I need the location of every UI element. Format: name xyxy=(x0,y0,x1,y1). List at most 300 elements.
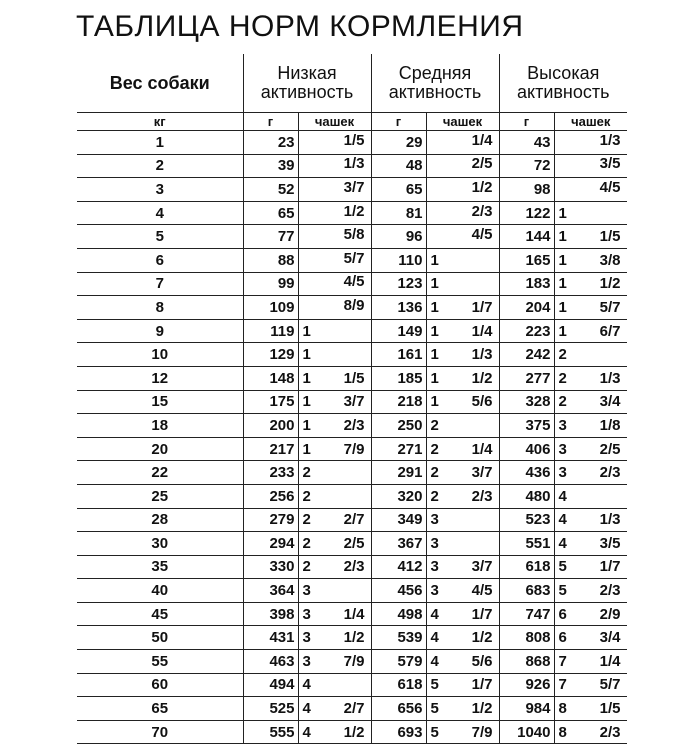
mid-cups-fraction: 1/7 xyxy=(471,676,493,694)
mid-cups-cell xyxy=(426,131,499,155)
high-cups-whole: 1 xyxy=(558,204,567,222)
low-cups-cell xyxy=(298,225,371,249)
high-cups-cell xyxy=(554,508,627,532)
weight-kg-cell: 65 xyxy=(77,697,243,721)
feeding-table xyxy=(77,54,627,744)
table-row xyxy=(77,366,627,390)
weight-kg-cell: 7 xyxy=(77,272,243,296)
high-cups-cell xyxy=(554,414,627,438)
weight-kg-cell: 4 xyxy=(77,201,243,225)
weight-kg-cell: 1 xyxy=(77,131,243,155)
low-cups-value xyxy=(303,629,365,646)
low-cups-cell xyxy=(298,602,371,626)
mid-cups-value xyxy=(431,511,493,528)
high-cups-cell xyxy=(554,272,627,296)
mid-cups-cell xyxy=(426,508,499,532)
low-cups-value xyxy=(303,370,365,387)
high-activity-line2: активность xyxy=(516,82,610,102)
mid-cups-fraction: 4/5 xyxy=(471,582,493,600)
mid-cups-whole: 1 xyxy=(430,275,439,293)
mid-cups-whole: 1 xyxy=(430,393,439,411)
low-cups-fraction: 1/2 xyxy=(343,202,365,220)
mid-cups-value xyxy=(431,606,493,623)
low-cups-fraction: 7/9 xyxy=(343,440,365,458)
high-cups-value xyxy=(559,441,621,458)
weight-kg-cell: 5 xyxy=(77,225,243,249)
mid-activity-line1: Средняя xyxy=(398,63,472,83)
high-cups-value xyxy=(559,155,621,172)
weight-kg-cell: 22 xyxy=(77,461,243,485)
high-cups-fraction: 1/3 xyxy=(599,369,621,387)
mid-cups-whole: 3 xyxy=(430,582,439,600)
high-cups-cell xyxy=(554,296,627,320)
weight-kg-cell: 10 xyxy=(77,343,243,367)
high-cups-value xyxy=(559,323,621,340)
low-cups-fraction: 5/7 xyxy=(343,249,365,267)
mid-grams-cell: 110 xyxy=(371,248,426,272)
mid-cups-value xyxy=(431,275,493,292)
low-cups-value xyxy=(303,273,365,290)
mid-grams-cell: 149 xyxy=(371,319,426,343)
mid-cups-value xyxy=(431,179,493,196)
table-row xyxy=(77,650,627,674)
low-grams-cell: 119 xyxy=(243,319,298,343)
high-cups-cell xyxy=(554,154,627,178)
mid-activity-line2: активность xyxy=(388,82,482,102)
low-cups-value xyxy=(303,724,365,741)
table-row xyxy=(77,248,627,272)
high-grams-cell: 1040 xyxy=(499,720,554,744)
low-cups-cell xyxy=(298,437,371,461)
high-cups-value xyxy=(559,299,621,316)
low-cups-cell xyxy=(298,272,371,296)
high-cups-whole: 6 xyxy=(558,605,567,623)
low-cups-cell xyxy=(298,390,371,414)
mid-cups-cell xyxy=(426,366,499,390)
high-cups-cell xyxy=(554,366,627,390)
mid-cups-cell xyxy=(426,437,499,461)
table-row xyxy=(77,390,627,414)
mid-cups-cell xyxy=(426,720,499,744)
high-cups-cell xyxy=(554,602,627,626)
mid-cups-fraction: 2/5 xyxy=(471,155,493,173)
low-grams-cell: 65 xyxy=(243,201,298,225)
high-activity-header xyxy=(499,54,627,113)
high-cups-cell xyxy=(554,343,627,367)
low-grams-cell: 431 xyxy=(243,626,298,650)
weight-kg-cell: 55 xyxy=(77,650,243,674)
weight-kg-cell: 35 xyxy=(77,555,243,579)
low-grams-cell: 525 xyxy=(243,697,298,721)
low-cups-cell xyxy=(298,461,371,485)
high-grams-cell: 868 xyxy=(499,650,554,674)
mid-grams-cell: 48 xyxy=(371,154,426,178)
table-row xyxy=(77,626,627,650)
mid-cups-whole: 1 xyxy=(430,298,439,316)
low-cups-cell xyxy=(298,296,371,320)
low-cups-value xyxy=(303,250,365,267)
high-cups-whole: 2 xyxy=(558,393,567,411)
high-cups-value xyxy=(559,653,621,670)
high-cups-value xyxy=(559,676,621,693)
high-cups-fraction: 1/7 xyxy=(599,558,621,576)
low-cups-cell xyxy=(298,201,371,225)
table-row xyxy=(77,343,627,367)
low-grams-cell: 200 xyxy=(243,414,298,438)
low-cups-whole: 3 xyxy=(302,605,311,623)
low-cups-cell xyxy=(298,579,371,603)
high-cups-value xyxy=(559,724,621,741)
low-grams-cell: 494 xyxy=(243,673,298,697)
mid-cups-fraction: 1/7 xyxy=(471,605,493,623)
weight-kg-cell: 12 xyxy=(77,366,243,390)
high-grams-cell: 122 xyxy=(499,201,554,225)
mid-cups-whole xyxy=(431,155,449,172)
table-row xyxy=(77,437,627,461)
mid-grams-cell: 81 xyxy=(371,201,426,225)
unit-cups-low: чашек xyxy=(298,113,371,131)
weight-kg-cell: 20 xyxy=(77,437,243,461)
mid-cups-value xyxy=(431,370,493,387)
low-cups-fraction: 1/4 xyxy=(343,605,365,623)
high-cups-whole: 3 xyxy=(558,416,567,434)
low-grams-cell: 39 xyxy=(243,154,298,178)
low-grams-cell: 52 xyxy=(243,178,298,202)
unit-cups-mid: чашек xyxy=(426,113,499,131)
mid-cups-fraction: 1/2 xyxy=(471,700,493,718)
high-grams-cell: 683 xyxy=(499,579,554,603)
mid-cups-value xyxy=(431,393,493,410)
mid-cups-fraction: 7/9 xyxy=(471,723,493,741)
low-cups-whole: 1 xyxy=(302,440,311,458)
low-grams-cell: 398 xyxy=(243,602,298,626)
high-grams-cell: 165 xyxy=(499,248,554,272)
low-cups-value xyxy=(303,606,365,623)
low-grams-cell: 129 xyxy=(243,343,298,367)
mid-cups-value xyxy=(431,252,493,269)
high-grams-cell: 72 xyxy=(499,154,554,178)
high-grams-cell: 480 xyxy=(499,484,554,508)
table-row xyxy=(77,673,627,697)
mid-cups-cell xyxy=(426,201,499,225)
low-cups-whole: 2 xyxy=(302,558,311,576)
mid-cups-value xyxy=(431,323,493,340)
high-cups-value xyxy=(559,464,621,481)
high-cups-cell xyxy=(554,178,627,202)
low-cups-whole xyxy=(303,250,321,267)
unit-cups-high: чашек xyxy=(554,113,627,131)
low-activity-header xyxy=(243,54,371,113)
mid-grams-cell: 656 xyxy=(371,697,426,721)
mid-grams-cell: 349 xyxy=(371,508,426,532)
low-cups-whole xyxy=(303,273,321,290)
high-cups-value xyxy=(559,346,621,363)
table-row xyxy=(77,131,627,155)
low-cups-fraction: 7/9 xyxy=(343,652,365,670)
high-cups-whole: 7 xyxy=(558,676,567,694)
table-row xyxy=(77,697,627,721)
mid-cups-whole: 5 xyxy=(430,700,439,718)
low-cups-whole: 4 xyxy=(302,676,311,694)
high-grams-cell: 328 xyxy=(499,390,554,414)
high-grams-cell: 375 xyxy=(499,414,554,438)
high-grams-cell: 436 xyxy=(499,461,554,485)
mid-grams-cell: 693 xyxy=(371,720,426,744)
mid-cups-whole: 5 xyxy=(430,723,439,741)
low-cups-fraction: 1/2 xyxy=(343,723,365,741)
mid-cups-cell xyxy=(426,602,499,626)
low-grams-cell: 23 xyxy=(243,131,298,155)
low-cups-cell xyxy=(298,131,371,155)
high-cups-whole: 2 xyxy=(558,369,567,387)
mid-cups-whole xyxy=(431,132,449,149)
low-cups-whole: 2 xyxy=(302,487,311,505)
weight-kg-cell: 2 xyxy=(77,154,243,178)
low-grams-cell: 77 xyxy=(243,225,298,249)
high-grams-cell: 183 xyxy=(499,272,554,296)
low-cups-value xyxy=(303,582,365,599)
high-cups-cell xyxy=(554,650,627,674)
low-grams-cell: 463 xyxy=(243,650,298,674)
low-grams-cell: 364 xyxy=(243,579,298,603)
mid-cups-whole: 5 xyxy=(430,676,439,694)
mid-cups-cell xyxy=(426,272,499,296)
high-cups-value xyxy=(559,370,621,387)
mid-cups-cell xyxy=(426,626,499,650)
high-cups-value xyxy=(559,629,621,646)
high-grams-cell: 984 xyxy=(499,697,554,721)
low-cups-value xyxy=(303,535,365,552)
high-cups-value xyxy=(559,700,621,717)
mid-grams-cell: 65 xyxy=(371,178,426,202)
mid-cups-value xyxy=(431,582,493,599)
low-grams-cell: 256 xyxy=(243,484,298,508)
mid-grams-cell: 367 xyxy=(371,532,426,556)
low-grams-cell: 99 xyxy=(243,272,298,296)
high-cups-fraction: 5/7 xyxy=(599,676,621,694)
low-cups-value xyxy=(303,558,365,575)
mid-cups-fraction xyxy=(449,535,493,552)
low-cups-value xyxy=(303,226,365,243)
mid-cups-cell xyxy=(426,673,499,697)
low-cups-cell xyxy=(298,650,371,674)
weight-kg-cell: 40 xyxy=(77,579,243,603)
feeding-table-body xyxy=(77,54,627,744)
high-cups-fraction: 1/5 xyxy=(599,228,621,246)
mid-cups-value xyxy=(431,676,493,693)
high-cups-fraction: 2/3 xyxy=(599,582,621,600)
low-cups-whole xyxy=(303,132,321,149)
low-cups-cell xyxy=(298,673,371,697)
mid-cups-fraction: 5/6 xyxy=(471,652,493,670)
mid-cups-whole: 1 xyxy=(430,369,439,387)
weight-kg-cell: 15 xyxy=(77,390,243,414)
high-cups-value xyxy=(559,488,621,505)
table-row xyxy=(77,225,627,249)
mid-cups-value xyxy=(431,653,493,670)
low-cups-whole xyxy=(303,155,321,172)
high-cups-fraction xyxy=(577,346,621,363)
mid-cups-value xyxy=(431,441,493,458)
high-cups-cell xyxy=(554,555,627,579)
mid-cups-cell xyxy=(426,296,499,320)
mid-cups-cell xyxy=(426,532,499,556)
low-cups-cell xyxy=(298,555,371,579)
weight-kg-cell: 6 xyxy=(77,248,243,272)
mid-grams-cell: 271 xyxy=(371,437,426,461)
high-cups-cell xyxy=(554,390,627,414)
high-cups-value xyxy=(559,511,621,528)
low-grams-cell: 175 xyxy=(243,390,298,414)
high-grams-cell: 747 xyxy=(499,602,554,626)
high-cups-whole: 3 xyxy=(558,440,567,458)
low-cups-fraction: 3/7 xyxy=(343,178,365,196)
mid-grams-cell: 29 xyxy=(371,131,426,155)
mid-cups-whole: 2 xyxy=(430,416,439,434)
low-cups-whole: 2 xyxy=(302,464,311,482)
page-title: ТАБЛИЦА НОРМ КОРМЛЕНИЯ xyxy=(76,10,524,43)
mid-cups-value xyxy=(431,464,493,481)
low-cups-cell xyxy=(298,532,371,556)
mid-cups-fraction: 3/7 xyxy=(471,464,493,482)
high-cups-whole: 5 xyxy=(558,558,567,576)
table-row xyxy=(77,532,627,556)
unit-grams-low: г xyxy=(243,113,298,131)
mid-grams-cell: 579 xyxy=(371,650,426,674)
low-cups-value xyxy=(303,676,365,693)
high-grams-cell: 98 xyxy=(499,178,554,202)
low-cups-cell xyxy=(298,343,371,367)
unit-grams-mid: г xyxy=(371,113,426,131)
low-cups-cell xyxy=(298,697,371,721)
mid-grams-cell: 618 xyxy=(371,673,426,697)
low-grams-cell: 294 xyxy=(243,532,298,556)
low-cups-fraction: 2/3 xyxy=(343,558,365,576)
low-cups-value xyxy=(303,393,365,410)
low-grams-cell: 88 xyxy=(243,248,298,272)
high-cups-cell xyxy=(554,131,627,155)
unit-grams-high: г xyxy=(499,113,554,131)
high-cups-cell xyxy=(554,673,627,697)
mid-cups-fraction: 2/3 xyxy=(471,487,493,505)
high-cups-fraction: 2/3 xyxy=(599,723,621,741)
high-cups-fraction: 3/5 xyxy=(599,155,621,173)
mid-cups-fraction: 1/4 xyxy=(471,131,493,149)
high-cups-cell xyxy=(554,319,627,343)
mid-cups-fraction xyxy=(449,511,493,528)
high-cups-cell xyxy=(554,532,627,556)
mid-cups-value xyxy=(431,346,493,363)
table-row xyxy=(77,414,627,438)
high-cups-whole xyxy=(559,155,577,172)
mid-cups-fraction: 1/2 xyxy=(471,178,493,196)
mid-grams-cell: 218 xyxy=(371,390,426,414)
high-cups-cell xyxy=(554,201,627,225)
header-row xyxy=(77,54,627,113)
mid-cups-whole: 3 xyxy=(430,534,439,552)
mid-activity-header xyxy=(371,54,499,113)
low-cups-fraction xyxy=(321,488,365,505)
weight-kg-cell: 3 xyxy=(77,178,243,202)
mid-grams-cell: 498 xyxy=(371,602,426,626)
mid-cups-cell xyxy=(426,484,499,508)
high-cups-whole: 1 xyxy=(558,251,567,269)
weight-kg-cell: 30 xyxy=(77,532,243,556)
low-cups-fraction: 8/9 xyxy=(343,296,365,314)
high-grams-cell: 551 xyxy=(499,532,554,556)
low-cups-cell xyxy=(298,178,371,202)
high-cups-value xyxy=(559,252,621,269)
mid-cups-fraction: 1/3 xyxy=(471,346,493,364)
low-cups-cell xyxy=(298,248,371,272)
high-grams-cell: 523 xyxy=(499,508,554,532)
high-cups-value xyxy=(559,205,621,222)
high-cups-cell xyxy=(554,484,627,508)
low-cups-cell xyxy=(298,508,371,532)
high-grams-cell: 144 xyxy=(499,225,554,249)
high-cups-fraction: 2/3 xyxy=(599,464,621,482)
high-cups-whole: 1 xyxy=(558,298,567,316)
low-cups-whole: 4 xyxy=(302,723,311,741)
low-cups-value xyxy=(303,488,365,505)
weight-kg-cell: 9 xyxy=(77,319,243,343)
high-cups-value xyxy=(559,393,621,410)
low-cups-value xyxy=(303,155,365,172)
high-cups-fraction: 4/5 xyxy=(599,178,621,196)
low-grams-cell: 330 xyxy=(243,555,298,579)
low-cups-fraction: 1/5 xyxy=(343,131,365,149)
high-cups-whole: 7 xyxy=(558,652,567,670)
mid-cups-value xyxy=(431,299,493,316)
low-cups-value xyxy=(303,346,365,363)
mid-grams-cell: 136 xyxy=(371,296,426,320)
table-row xyxy=(77,201,627,225)
high-cups-fraction: 3/8 xyxy=(599,251,621,269)
low-cups-whole xyxy=(303,226,321,243)
high-cups-cell xyxy=(554,437,627,461)
unit-kg: кг xyxy=(77,113,243,131)
low-cups-whole xyxy=(303,297,321,314)
high-cups-whole: 4 xyxy=(558,534,567,552)
high-cups-whole: 4 xyxy=(558,487,567,505)
low-cups-whole: 1 xyxy=(302,322,311,340)
high-cups-cell xyxy=(554,626,627,650)
low-cups-fraction: 4/5 xyxy=(343,273,365,291)
mid-cups-fraction xyxy=(449,275,493,292)
weight-kg-cell: 50 xyxy=(77,626,243,650)
high-cups-value xyxy=(559,606,621,623)
high-cups-whole: 1 xyxy=(558,275,567,293)
mid-cups-cell xyxy=(426,555,499,579)
table-row xyxy=(77,555,627,579)
mid-cups-value xyxy=(431,558,493,575)
mid-cups-cell xyxy=(426,319,499,343)
mid-grams-cell: 185 xyxy=(371,366,426,390)
mid-grams-cell: 96 xyxy=(371,225,426,249)
low-cups-cell xyxy=(298,484,371,508)
high-cups-value xyxy=(559,132,621,149)
high-cups-cell xyxy=(554,461,627,485)
high-cups-value xyxy=(559,558,621,575)
mid-cups-whole: 1 xyxy=(430,322,439,340)
weight-kg-cell: 25 xyxy=(77,484,243,508)
weight-kg-cell: 18 xyxy=(77,414,243,438)
mid-cups-value xyxy=(431,700,493,717)
mid-cups-whole: 3 xyxy=(430,511,439,529)
low-cups-whole: 3 xyxy=(302,652,311,670)
low-cups-whole: 1 xyxy=(302,346,311,364)
high-grams-cell: 277 xyxy=(499,366,554,390)
